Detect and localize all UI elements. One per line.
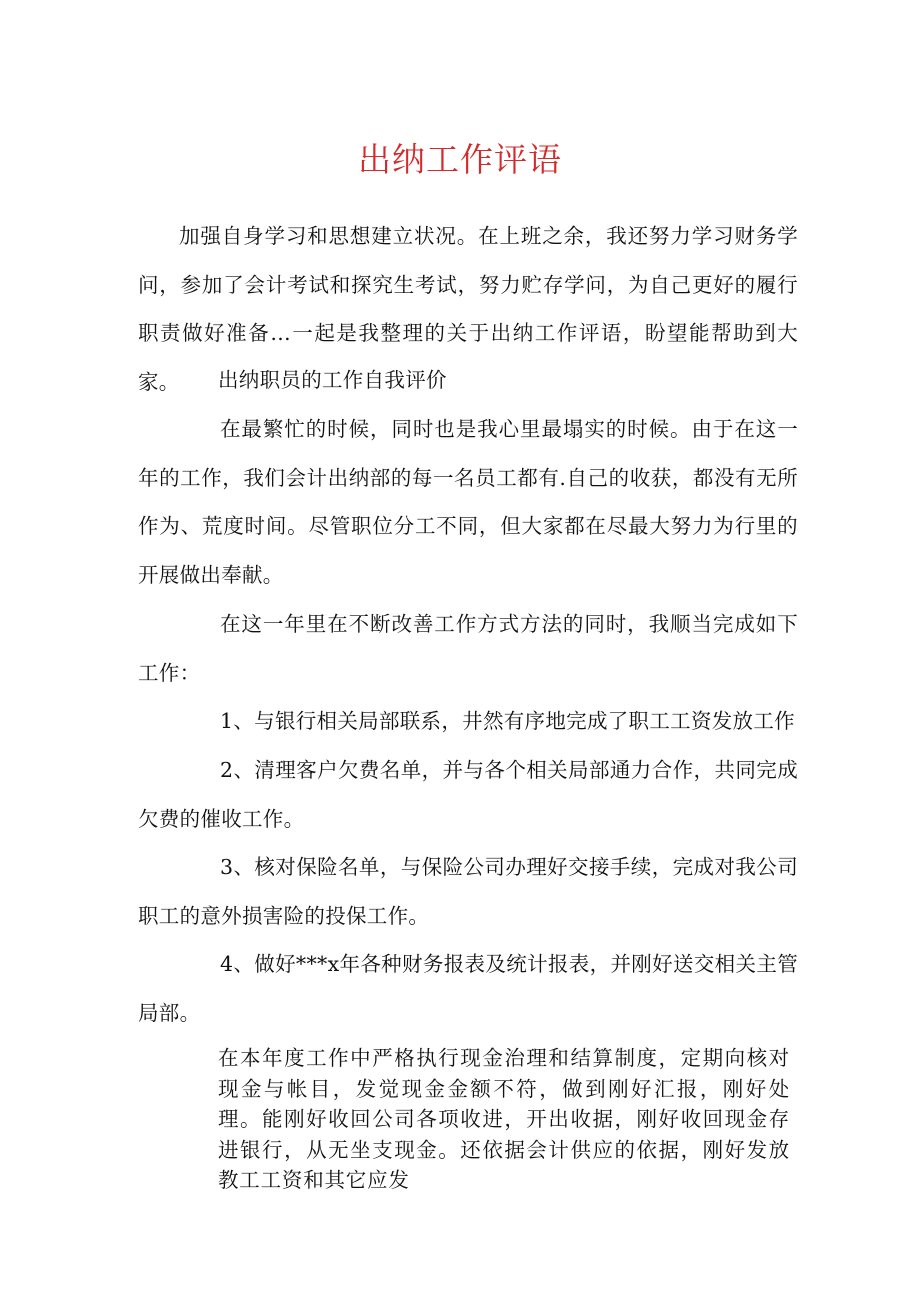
document-title: 出纳工作评语 (358, 140, 562, 179)
body-paragraph-2: 在这一年里在不断改善工作方式方法的同时，我顺当完成如下工作： (138, 612, 798, 685)
closing-paragraph: 在本年度工作中严格执行现金治理和结算制度，定期向核对现金与帐目，发觉现金金额不符，做到刚好汇报，刚好处理。能刚好收回公司各项收进，开出收据，刚好收回现金存进银行，从无坐支现金。还依据会计供应的依据，刚好发放教工工资和其它应发 (218, 1046, 790, 1192)
list-item-1: 1、与银行相关局部联系，井然有序地完成了职工工资发放工作 (220, 709, 795, 733)
body-paragraph-1: 在最繁忙的时候，同时也是我心里最塌实的时候。由于在这一年的工作，我们会计出纳部的每一名员工都有.自己的收获，都没有无所作为、荒度时间。尽管职位分工不同，但大家都在尽最大努力为行里的开展做出奉献。 (138, 417, 798, 587)
list-item-2: 2、清理客户欠费名单，并与各个相关局部通力合作，共同完成欠费的催收工作。 (138, 758, 798, 831)
section-subtitle: 出纳职员的工作自我评价 (218, 368, 447, 392)
list-item-3: 3、核对保险名单，与保险公司办理好交接手续，完成对我公司职工的意外损害险的投保工作。 (138, 855, 798, 928)
intro-paragraph: 加强自身学习和思想建立状况。在上班之余，我还努力学习财务学问，参加了会计考试和探究生考试，努力贮存学问，为自己更好的履行职责做好准备…一起是我整理的关于出纳工作评语，盼望能帮助到大家。 (138, 224, 798, 394)
list-item-4: 4、做好***x年各种财务报表及统计报表，并刚好送交相关主管局部。 (138, 952, 798, 1025)
